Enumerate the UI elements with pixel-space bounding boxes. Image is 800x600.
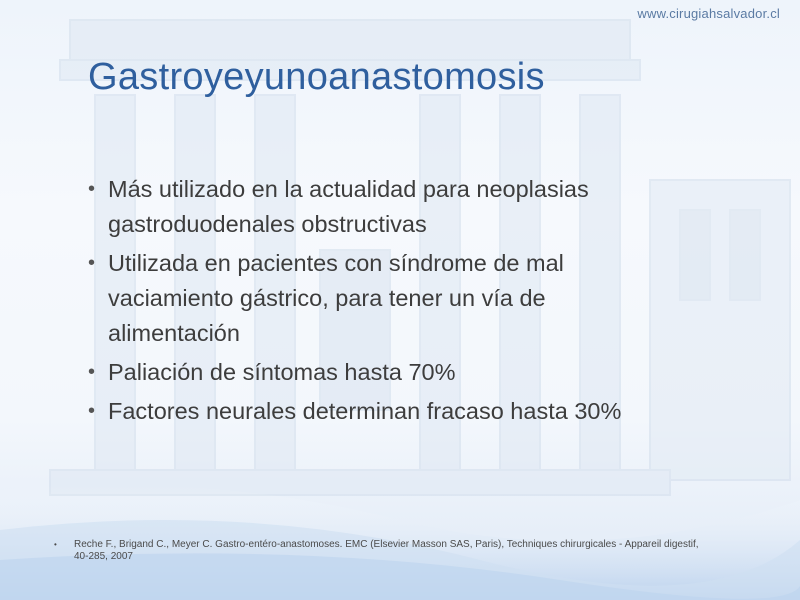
bullet-line: alimentación (108, 320, 240, 346)
bullet-list (88, 172, 768, 433)
bullet-dot-icon: • (88, 252, 96, 274)
bullet-item (88, 394, 768, 429)
reference-text (74, 539, 774, 563)
reference-line: 40-285, 2007 (74, 551, 133, 562)
bullet-dot-icon: • (88, 361, 96, 383)
bullet-line: Utilizada en pacientes con síndrome de mal (108, 250, 564, 276)
reference-bullet-icon: • (54, 540, 57, 549)
bullet-dot-icon: • (88, 178, 96, 200)
slide-title: Gastroyeyunoanastomosis (88, 56, 545, 98)
bullet-item (88, 355, 768, 390)
bullet-item (88, 172, 768, 242)
bullet-line: Más utilizado en la actualidad para neoplasias (108, 176, 589, 202)
bullet-line: Factores neurales determinan fracaso hasta 30% (108, 398, 622, 424)
site-url: www.cirugiahsalvador.cl (637, 6, 780, 21)
reference-line: Reche F., Brigand C., Meyer C. Gastro-entéro-anastomoses. EMC (Elsevier Masson SAS, Paris), Techniques chirurgicales - Appareil digestif, (74, 539, 699, 550)
bullet-line: Paliación de síntomas hasta 70% (108, 359, 456, 385)
bullet-line: vaciamiento gástrico, para tener un vía de (108, 285, 546, 311)
bullet-dot-icon: • (88, 400, 96, 422)
bullet-line: gastroduodenales obstructivas (108, 211, 427, 237)
bullet-item (88, 246, 768, 351)
